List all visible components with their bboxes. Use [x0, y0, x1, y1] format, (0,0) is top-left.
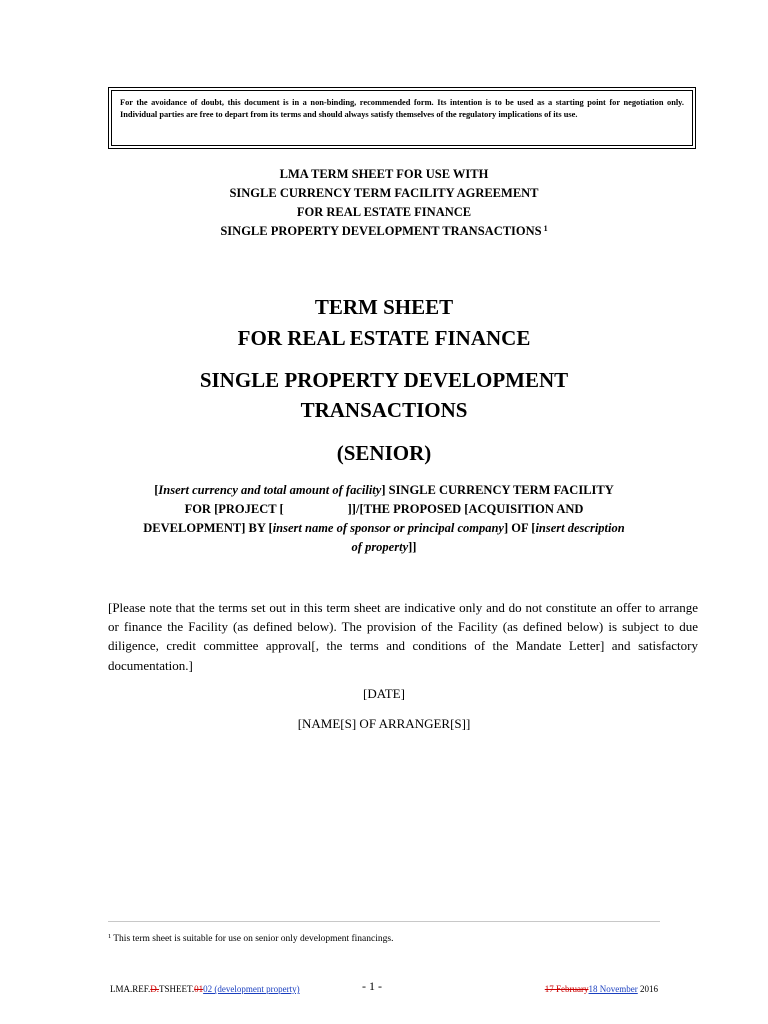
disclaimer-text: For the avoidance of doubt, this document is in a non-binding, recommended form. Its intention is to be used as a starting point for negotiation only. Individual parties are free to depart from its terms and should always satisfy themselves of the regulatory implications of its use. — [111, 90, 693, 146]
sponsor-placeholder: insert name of sponsor or principal company — [272, 521, 504, 535]
facility-amount-placeholder: Insert currency and total amount of facility — [158, 483, 382, 497]
title-real-estate-finance: FOR REAL ESTATE FINANCE — [237, 326, 531, 350]
page-number: - 1 - — [362, 979, 382, 993]
footnote-number: 1 — [108, 933, 112, 940]
lma-heading-line-1: LMA TERM SHEET FOR USE WITH — [279, 167, 489, 181]
footnote-1 — [108, 932, 393, 946]
facility-line-2 — [100, 500, 668, 519]
facility-of: ] OF [ — [503, 521, 536, 535]
date-placeholder: [DATE] — [363, 686, 405, 701]
facility-line-3 — [100, 519, 668, 538]
ref-deleted-version: 01 — [194, 984, 204, 994]
facility-type: ] SINGLE CURRENCY TERM FACILITY — [381, 483, 614, 497]
indicative-terms-notice: [Please note that the terms set out in this term sheet are indicative only and do not constitute an offer to arrange or finance the Facility (as defined below). The provision of the Facility (as defined below) is subject to due diligence, credit committee approval[, the terms and conditions of the Mandate Letter] and satisfactory documentation.] — [108, 600, 698, 673]
disclaimer-box — [108, 87, 696, 149]
footnote-separator — [108, 921, 660, 922]
document-date — [545, 983, 658, 995]
date-inserted: 18 November — [588, 984, 638, 994]
footnote-reference[interactable]: 1 — [543, 224, 548, 233]
ref-middle: TSHEET. — [159, 984, 195, 994]
facility-bracket: [ — [154, 483, 159, 497]
property-placeholder-end: of property — [351, 540, 409, 554]
facility-close-brackets: ]] — [408, 540, 417, 554]
title-single-property-development: SINGLE PROPERTY DEVELOPMENT — [199, 368, 569, 392]
lma-heading-line-4-text: SINGLE PROPERTY DEVELOPMENT TRANSACTIONS — [220, 224, 542, 238]
facility-by: DEVELOPMENT] BY [ — [143, 521, 273, 535]
facility-line-4 — [100, 538, 668, 557]
document-reference — [110, 983, 300, 995]
ref-inserted-version: 02 (development property) — [203, 984, 300, 994]
facility-project: FOR [PROJECT [ — [184, 502, 284, 516]
title-senior: (SENIOR) — [336, 441, 432, 465]
ref-prefix: LMA.REF. — [110, 984, 151, 994]
ref-deleted-text: D. — [150, 984, 160, 994]
lma-heading — [0, 165, 768, 241]
title-transactions: TRANSACTIONS — [300, 398, 468, 422]
property-description-placeholder: insert description — [535, 521, 625, 535]
footnote-text: This term sheet is suitable for use on senior only development financings. — [113, 934, 394, 944]
arranger-placeholder: [NAME[S] OF ARRANGER[S]] — [297, 716, 471, 731]
date-year: 2016 — [637, 984, 658, 994]
facility-description — [100, 481, 668, 557]
lma-heading-line-4 — [0, 222, 768, 241]
facility-line-1 — [100, 481, 668, 500]
lma-heading-line-2: SINGLE CURRENCY TERM FACILITY AGREEMENT — [229, 186, 539, 200]
facility-purpose: ]]/[THE PROPOSED [ACQUISITION AND — [347, 502, 584, 516]
title-term-sheet: TERM SHEET — [314, 295, 454, 319]
date-deleted: 17 February — [544, 984, 589, 994]
lma-heading-line-3: FOR REAL ESTATE FINANCE — [296, 205, 472, 219]
